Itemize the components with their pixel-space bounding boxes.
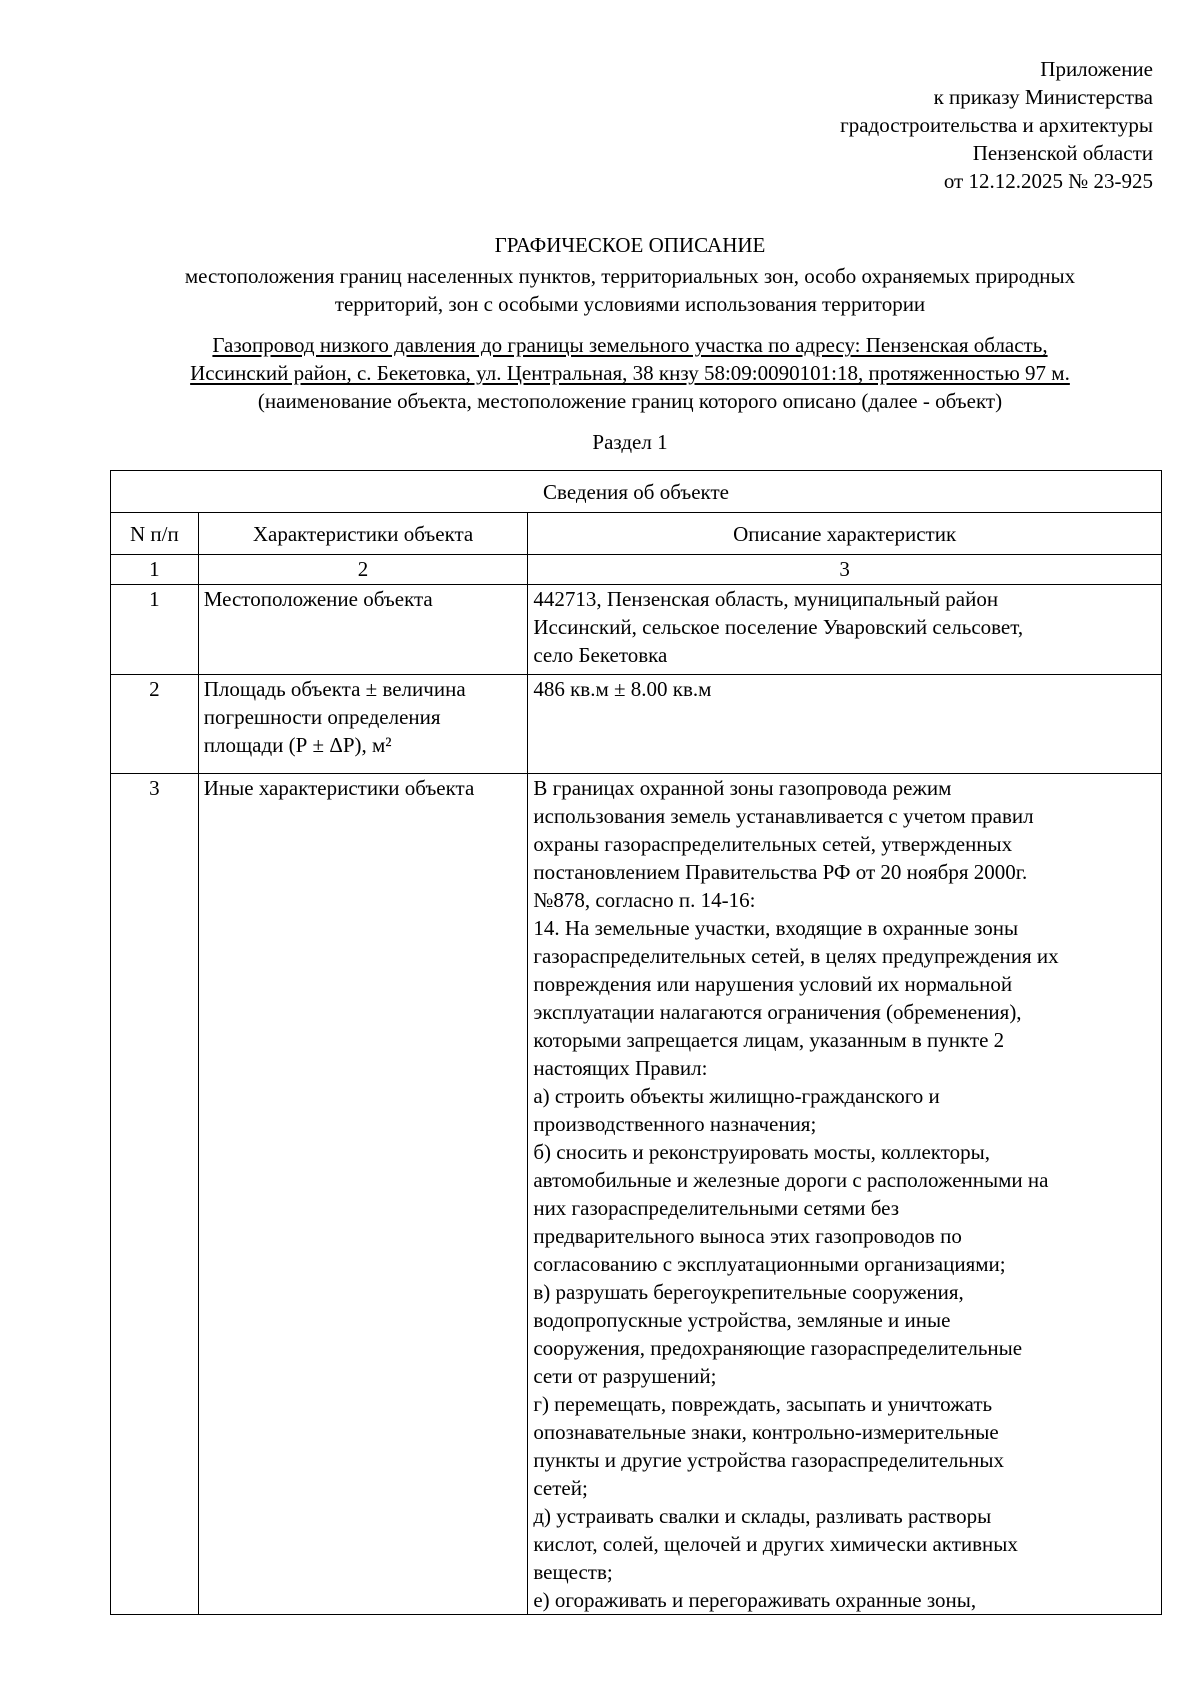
description-line: г) перемещать, повреждать, засыпать и уничтожать (533, 1392, 993, 1416)
appendix-block (840, 55, 1153, 195)
row-number: 3 (111, 774, 199, 1615)
description-line: №878, согласно п. 14-16: (533, 888, 756, 912)
table-row (111, 675, 1162, 774)
description-line: сетей; (533, 1476, 588, 1500)
characteristic-line: площади (Р ± ΔР), м² (203, 733, 392, 757)
object-name-line: Иссинский район, с. Бекетовка, ул. Центральная, 38 кнзу 58:09:0090101:18, протяженностью 97 м. (190, 361, 1070, 385)
index-cell: 1 (111, 555, 199, 585)
row-number: 1 (111, 585, 199, 675)
description-line: кислот, солей, щелочей и других химически активных (533, 1532, 1018, 1556)
description-line: настоящих Правил: (533, 1056, 708, 1080)
description-line: е) огораживать и перегораживать охранные зоны, (533, 1588, 977, 1612)
description-line: использования земель устанавливается с учетом правил (533, 804, 1034, 828)
object-info-table (110, 470, 1162, 1615)
description-line: которыми запрещается лицам, указанным в пункте 2 (533, 1028, 1005, 1052)
row-characteristic (198, 774, 528, 1615)
description-line: д) устраивать свалки и склады, разливать растворы (533, 1504, 992, 1528)
description-line: веществ; (533, 1560, 613, 1584)
index-cell: 3 (528, 555, 1162, 585)
object-name-block (100, 331, 1160, 415)
description-line: сети от разрушений; (533, 1364, 717, 1388)
document-subtitle (100, 262, 1160, 318)
appendix-line: Приложение (1040, 57, 1153, 81)
description-line: согласованию с эксплуатационными организациями; (533, 1252, 1006, 1276)
object-name-line: Газопровод низкого давления до границы земельного участка по адресу: Пензенская область, (212, 333, 1048, 357)
header-characteristic: Характеристики объекта (198, 513, 528, 555)
section-label: Раздел 1 (592, 430, 668, 454)
appendix-line: от 12.12.2025 № 23-925 (943, 169, 1153, 193)
index-cell: 2 (198, 555, 528, 585)
subtitle-line: территорий, зон с особыми условиями использования территории (334, 292, 926, 316)
header-number: N п/п (111, 513, 199, 555)
description-line: охраны газораспределительных сетей, утвержденных (533, 832, 1013, 856)
table-row (111, 774, 1162, 1615)
description-line: водопропускные устройства, земляные и иные (533, 1308, 951, 1332)
row-description (528, 774, 1162, 1615)
characteristic-line: Иные характеристики объекта (203, 776, 475, 800)
description-line: постановлением Правительства РФ от 20 ноября 2000г. (533, 860, 1028, 884)
description-line: газораспределительных сетей, в целях предупреждения их (533, 944, 1059, 968)
description-line: предварительного выноса этих газопроводов по (533, 1224, 962, 1248)
appendix-line: Пензенской области (972, 141, 1153, 165)
description-line: эксплуатации налагаются ограничения (обременения), (533, 1000, 1022, 1024)
characteristic-line: Площадь объекта ± величина (203, 677, 466, 701)
description-line: автомобильные и железные дороги с расположенными на (533, 1168, 1049, 1192)
row-characteristic (198, 675, 528, 774)
row-description (528, 585, 1162, 675)
document-title: ГРАФИЧЕСКОЕ ОПИСАНИЕ (494, 233, 766, 257)
description-line: 442713, Пензенская область, муниципальный район (533, 587, 999, 611)
description-line: Иссинский, сельское поселение Уваровский сельсовет, (533, 615, 1024, 639)
appendix-line: градостроительства и архитектуры (840, 113, 1153, 137)
appendix-line: к приказу Министерства (933, 85, 1153, 109)
description-line: производственного назначения; (533, 1112, 817, 1136)
description-line: 14. На земельные участки, входящие в охранные зоны (533, 916, 1019, 940)
row-characteristic (198, 585, 528, 675)
description-line: них газораспределительными сетями без (533, 1196, 900, 1220)
description-line: а) строить объекты жилищно-гражданского и (533, 1084, 940, 1108)
description-line: село Бекетовка (533, 643, 668, 667)
description-line: повреждения или нарушения условий их нормальной (533, 972, 1013, 996)
description-line: сооружения, предохраняющие газораспределительные (533, 1336, 1023, 1360)
characteristic-line: погрешности определения (203, 705, 441, 729)
table-row (111, 585, 1162, 675)
description-line: опознавательные знаки, контрольно-измерительные (533, 1420, 999, 1444)
description-line: пункты и другие устройства газораспределительных (533, 1448, 1004, 1472)
characteristic-line: Местоположение объекта (203, 587, 433, 611)
description-line: 486 кв.м ± 8.00 кв.м (533, 677, 712, 701)
description-line: в) разрушать берегоукрепительные сооружения, (533, 1280, 964, 1304)
header-description: Описание характеристик (528, 513, 1162, 555)
subtitle-line: местоположения границ населенных пунктов, территориальных зон, особо охраняемых природных (184, 264, 1076, 288)
description-line: В границах охранной зоны газопровода режим (533, 776, 952, 800)
table-caption: Сведения об объекте (111, 471, 1162, 513)
row-number: 2 (111, 675, 199, 774)
row-description (528, 675, 1162, 774)
object-name-caption: (наименование объекта, местоположение границ которого описано (далее - объект) (257, 389, 1003, 413)
description-line: б) сносить и реконструировать мосты, коллекторы, (533, 1140, 990, 1164)
